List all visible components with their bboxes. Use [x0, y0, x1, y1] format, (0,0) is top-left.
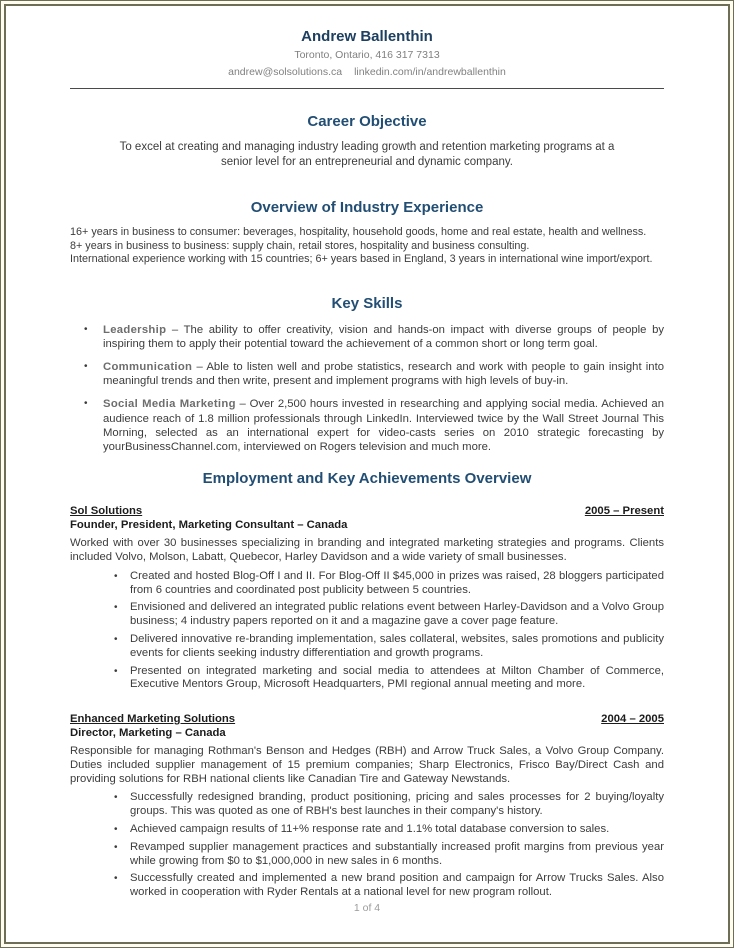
job-bullet-text: Revamped supplier management practices and substantially increased profit margins from previous year while growing from $0 to $1,000,000 in new sales in 6 months. — [130, 840, 664, 867]
resume-header — [70, 28, 664, 89]
job-bullet-list — [70, 791, 664, 900]
job-title: Founder, President, Marketing Consultant – Canada — [70, 519, 348, 532]
job-entry-enhanced-marketing — [70, 712, 664, 900]
bullet-icon: • — [84, 398, 88, 410]
job-summary: Worked with over 30 businesses specializing in branding and integrated marketing strategies and programs. Clients included Volvo, Molson, Labatt, Quebecor, Harley Davidson and a wide variety of small businesses. — [70, 537, 664, 563]
job-bullet-text: Presented on integrated marketing and social media to attendees at Milton Chamber of Commerce, Executive Mentors Group, Microsoft Headquarters, PMI regional annual meeting and more. — [130, 664, 664, 691]
page-number: 1 of 4 — [353, 902, 381, 914]
list-item — [70, 323, 664, 351]
job-bullet-text: Achieved campaign results of 11+% response rate and 1.1% total database conversion to sales. — [130, 823, 610, 836]
section-industry-experience — [70, 199, 664, 267]
bullet-icon: • — [114, 570, 118, 582]
list-item — [70, 872, 664, 900]
job-header — [70, 504, 664, 518]
job-dates: 2005 – Present — [584, 505, 664, 518]
skill-text: Able to listen well and probe statistics, research and work with people to gain insight into meaningful trends and then write, present and implement programs with high levels of buy-in. — [103, 360, 665, 388]
job-dates: 2004 – 2005 — [601, 713, 664, 726]
list-item — [70, 823, 664, 837]
industry-experience-lines — [70, 226, 664, 267]
contact-links — [70, 65, 664, 79]
skill-lead: Communication — [103, 360, 193, 373]
section-employment — [70, 470, 664, 900]
company-name: Enhanced Marketing Solutions — [70, 713, 236, 726]
job-bullet-text: Successfully redesigned branding, product positioning, pricing and sales processes for 2 buying/loyalty groups. This was quoted as one of RBH's best launches in their company's history. — [130, 791, 664, 818]
skill-lead: Social Media Marketing — [103, 398, 236, 411]
resume-page — [4, 4, 730, 944]
list-item — [70, 791, 664, 819]
career-objective-text: To excel at creating and managing industry leading growth and retention marketing programs at a senior level for an entrepreneurial and dynamic company. — [119, 141, 615, 168]
skill-separator: – — [235, 398, 250, 411]
list-item — [70, 397, 664, 454]
list-item — [70, 841, 664, 869]
bullet-icon: • — [114, 602, 118, 614]
job-header — [70, 712, 664, 726]
linkedin-text: linkedin.com/in/andrewballenthin — [354, 66, 506, 78]
company-name: Sol Solutions — [70, 505, 143, 518]
email-text: andrew@solsolutions.ca — [228, 66, 343, 78]
bullet-icon: • — [84, 323, 88, 335]
industry-line: 16+ years in business to consumer: beverages, hospitality, household goods, home and real estate, health and wellness. — [70, 226, 647, 238]
job-bullet-text: Envisioned and delivered an integrated public relations event between Harley-Davidson and a Volvo Group business; 4 industry papers reported on it and a magazine gave a cover page feature. — [130, 601, 664, 628]
list-item — [70, 360, 664, 388]
bullet-icon: • — [114, 665, 118, 677]
employment-heading: Employment and Key Achievements Overview — [202, 470, 532, 488]
list-item — [70, 570, 664, 598]
career-objective-heading: Career Objective — [307, 113, 427, 130]
bullet-icon: • — [114, 873, 118, 885]
skill-lead: Leadership — [103, 323, 167, 336]
list-item — [70, 665, 664, 693]
skill-separator: – — [192, 360, 207, 373]
job-bullet-text: Created and hosted Blog-Off I and II. For Blog-Off II $45,000 in prizes was raised, 28 bloggers participated from 6 countries and coordinated post publicity between 5 countries. — [130, 569, 664, 596]
industry-line: 8+ years in business to business: supply chain, retail stores, hospitality and business consulting. — [70, 239, 530, 252]
list-item — [70, 633, 664, 661]
candidate-name: Andrew Ballenthin — [301, 28, 433, 45]
job-bullet-text: Delivered innovative re-branding implementation, sales collateral, websites, sales promotions and publicity events for clients seeking industry differentiation and growth programs. — [130, 632, 664, 659]
list-item — [70, 601, 664, 629]
skill-text: The ability to offer creativity, vision and hands-on impact with diverse groups of people by inspiring them to apply their potential toward the achievement of a common short or long term goal. — [103, 323, 665, 350]
job-entry-sol-solutions — [70, 504, 664, 692]
key-skills-heading: Key Skills — [331, 294, 403, 312]
skill-separator: – — [166, 323, 184, 336]
bullet-icon: • — [114, 824, 118, 836]
job-bullet-text: Successfully created and implemented a new brand position and campaign for Arrow Trucks Sales. Also worked in cooperation with Ryder Rentals at a national level for new program rollout. — [130, 872, 664, 899]
skill-text: Over 2,500 hours invested in researching and applying social media. Achieved an audience reach of 1.8 million professionals through LinkedIn. Interviewed twice by the Wall Street Journal This Morning, selected as an international expert for video-casts series on 2010 strategic forecasting by yourBusinessChannel.com, interviewed on Rogers television and much more. — [103, 398, 664, 453]
job-title: Director, Marketing – Canada — [70, 727, 226, 740]
industry-line: International experience working with 15 countries; 6+ years based in England, 3 years in international wine import/export. — [70, 253, 653, 265]
industry-experience-heading: Overview of Industry Experience — [250, 199, 484, 216]
bullet-icon: • — [114, 633, 118, 645]
section-career-objective — [70, 113, 664, 169]
bullet-icon: • — [114, 841, 118, 853]
job-summary: Responsible for managing Rothman's Benson and Hedges (RBH) and Arrow Truck Sales, a Volvo Group Company. Duties included supplier management of 15 premium companies; Sharp Electronics, Frisco Bay/Direct Cash and providing solutions for RBH national clients like Canadian Tire and Gateway Newstands. — [70, 745, 664, 785]
bullet-icon: • — [84, 360, 88, 372]
contact-location-phone: Toronto, Ontario, 416 317 7313 — [294, 49, 440, 61]
job-bullet-list — [70, 570, 664, 692]
header-divider — [70, 88, 664, 89]
key-skills-list — [70, 323, 664, 455]
bullet-icon: • — [114, 792, 118, 804]
section-key-skills — [70, 295, 664, 455]
